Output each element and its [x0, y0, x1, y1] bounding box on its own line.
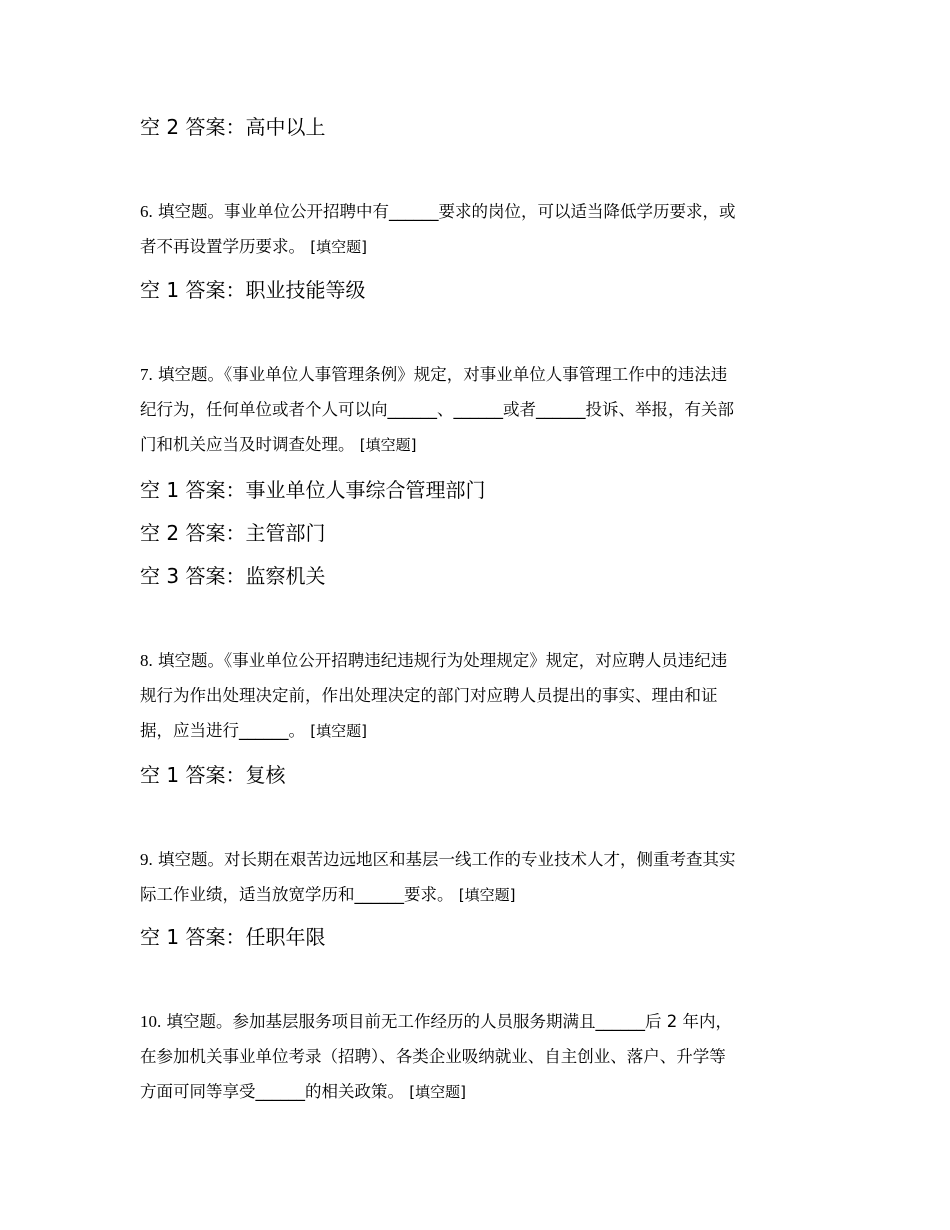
answer-q7-blank2: 空 2 答案：主管部门: [140, 521, 326, 545]
question-type-tag: [填空题]: [310, 238, 367, 256]
question-line: [140, 643, 812, 678]
question-number: 8.: [140, 651, 153, 670]
answer-q5-blank2: 空 2 答案：高中以上: [140, 115, 326, 139]
question-line: [140, 427, 812, 462]
question-line: [140, 357, 812, 392]
answer-q8-blank1: 空 1 答案：复核: [140, 763, 286, 787]
question-number: 7.: [140, 365, 153, 384]
question-line: [140, 842, 812, 877]
question-text: 者不再设置学历要求。: [140, 237, 305, 256]
question-number: 10.: [140, 1012, 162, 1031]
question-text: 际工作业绩，适当放宽学历和______要求。: [140, 885, 454, 904]
question-text: 在参加机关事业单位考录（招聘）、各类企业吸纳就业、自主创业、落户、升学等: [140, 1047, 726, 1066]
question-line: [140, 194, 812, 229]
question-text: 门和机关应当及时调查处理。: [140, 435, 355, 454]
question-10: [140, 1004, 812, 1109]
question-text: 填空题。对长期在艰苦边远地区和基层一线工作的专业技术人才，侧重考查其实: [158, 850, 736, 869]
question-9: [140, 842, 812, 912]
question-number: 6.: [140, 202, 153, 221]
answer-q7-blank1: 空 1 答案：事业单位人事综合管理部门: [140, 478, 486, 502]
answer-q7-blank3: 空 3 答案：监察机关: [140, 564, 326, 588]
question-type-tag: [填空题]: [458, 886, 516, 904]
question-text: 填空题。事业单位公开招聘中有______要求的岗位，可以适当降低学历要求，或: [158, 202, 736, 221]
answer-q6-blank1: 空 1 答案：职业技能等级: [140, 278, 366, 302]
question-line: [140, 1074, 812, 1109]
answer-q9-blank1: 空 1 答案：任职年限: [140, 925, 326, 949]
question-type-tag: [填空题]: [409, 1083, 466, 1101]
question-text: 纪行为，任何单位或者个人可以向______、______或者______投诉、举报，有关部: [140, 400, 734, 419]
question-6: [140, 194, 812, 264]
question-line: [140, 1039, 812, 1074]
question-7: [140, 357, 812, 462]
question-type-tag: [填空题]: [310, 722, 367, 740]
question-line: [140, 392, 812, 427]
question-line: [140, 229, 812, 264]
question-text: 据，应当进行______。: [140, 721, 305, 740]
question-text: 方面可同等享受______的相关政策。: [140, 1082, 404, 1101]
question-text: 填空题。《事业单位人事管理条例》规定，对事业单位人事管理工作中的违法违: [158, 365, 728, 384]
question-type-tag: [填空题]: [359, 436, 417, 454]
question-number: 9.: [140, 850, 153, 869]
question-line: [140, 1004, 812, 1039]
document-page: [140, 0, 812, 1230]
question-text: 填空题。参加基层服务项目前无工作经历的人员服务期满且______后 2 年内，: [166, 1012, 732, 1031]
question-line: [140, 877, 812, 912]
question-line: [140, 678, 812, 713]
question-text: 填空题。《事业单位公开招聘违纪违规行为处理规定》规定，对应聘人员违纪违: [158, 651, 728, 670]
question-line: [140, 713, 812, 748]
question-8: [140, 643, 812, 748]
question-text: 规行为作出处理决定前，作出处理决定的部门对应聘人员提出的事实、理由和证: [140, 686, 718, 705]
